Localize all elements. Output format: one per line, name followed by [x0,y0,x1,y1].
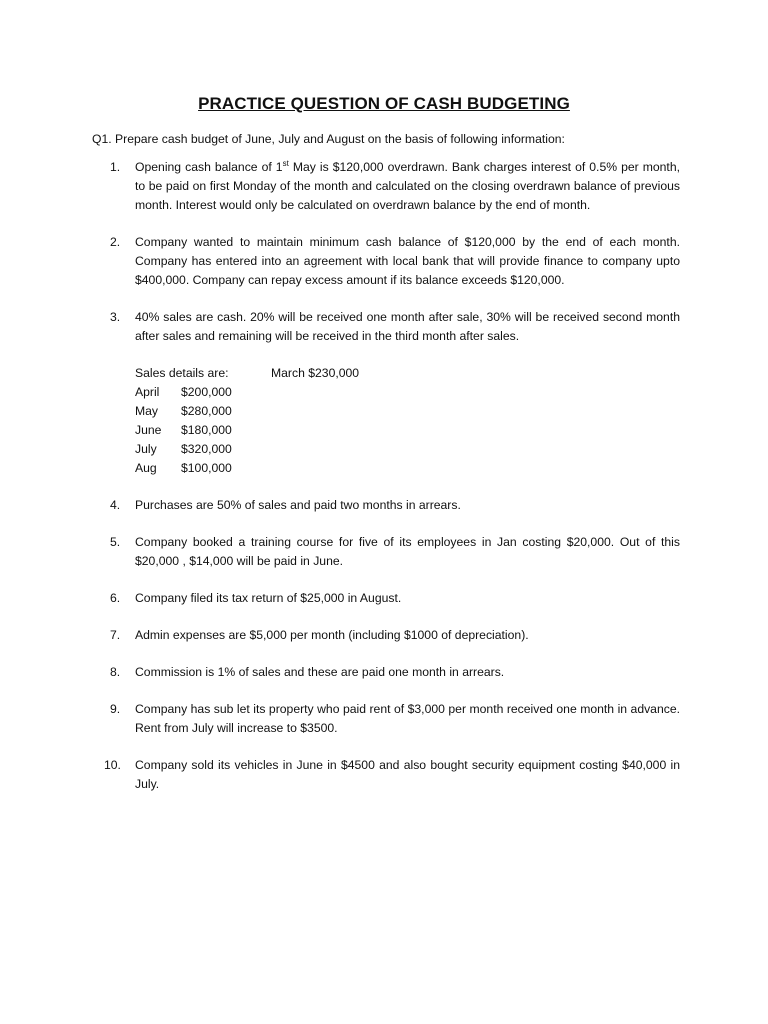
sales-amount: $100,000 [181,461,232,475]
sales-month: Aug [135,461,157,475]
sales-month: July [135,442,157,456]
item-text: Admin expenses are $5,000 per month (including $1000 of depreciation). [135,628,529,642]
page-title: PRACTICE QUESTION OF CASH BUDGETING [198,94,570,113]
sales-amount: $180,000 [181,423,232,437]
sales-month: April [135,385,160,399]
sales-month: May [135,404,159,418]
item-text: Purchases are 50% of sales and paid two months in arrears. [135,498,461,512]
list-item-6 [110,589,680,608]
question-intro: Q1. Prepare cash budget of June, July and August on the basis of following information: [92,132,565,146]
list-item-2 [110,233,680,290]
item-text: Company sold its vehicles in June in $4500 and also bought security equipment costing $40,000 in July. [135,758,680,791]
item-number: 2. [110,235,121,249]
item-number: 9. [110,702,121,716]
item-number: 5. [110,535,121,549]
sales-row-april [135,383,680,402]
list-item-7 [110,626,680,645]
sales-amount: $280,000 [181,404,232,418]
list-item-9 [110,700,680,738]
sales-details [135,364,680,478]
item-number: 6. [110,591,121,605]
item-text: Company has sub let its property who paid rent of $3,000 per month received one month in advance. Rent from July will increase to $3500. [135,702,680,735]
item-number: 1. [110,160,121,174]
item-number: 10. [104,758,121,772]
list-item-4 [110,496,680,515]
item-number: 7. [110,628,121,642]
sales-amount: $320,000 [181,442,232,456]
sales-row-june [135,421,680,440]
item-number: 8. [110,665,121,679]
ordinal-suffix: st [282,158,289,168]
sales-row-may [135,402,680,421]
list-item-8 [110,663,680,682]
sales-march: March $230,000 [271,366,360,380]
sales-details-label: Sales details are: [135,366,229,380]
list-item-5 [110,533,680,571]
item-number: 3. [110,310,121,324]
information-list [104,158,680,794]
item-text: Commission is 1% of sales and these are paid one month in arrears. [135,665,505,679]
sales-row-aug [135,459,680,478]
item-text: Company wanted to maintain minimum cash balance of $120,000 by the end of each month. Company has entered into an agreement with local bank that will provide finance to company upto $400,000. Company can repay excess amount if its balance exceeds $120,000. [135,235,680,287]
item-text: Company filed its tax return of $25,000 in August. [135,591,402,605]
list-item-10 [104,756,680,794]
list-item-3 [110,308,680,478]
item-text: Company booked a training course for five of its employees in Jan costing $20,000. Out of this $20,000 , $14,000 will be paid in June. [135,535,680,568]
sales-row-july [135,440,680,459]
item-text: 40% sales are cash. 20% will be received one month after sale, 30% will be received second month after sales and remaining will be received in the third month after sales. [135,310,680,343]
list-item-1 [110,158,680,215]
item-number: 4. [110,498,121,512]
sales-amount: $200,000 [181,385,232,399]
sales-month: June [135,423,162,437]
item-text: Opening cash balance of 1st May is $120,000 overdrawn. Bank charges interest of 0.5% per month, to be paid on first Monday of the month and calculated on the closing overdrawn balance of previous month. Interest would only be calculated on overdrawn balance by the end of month. [135,158,680,212]
